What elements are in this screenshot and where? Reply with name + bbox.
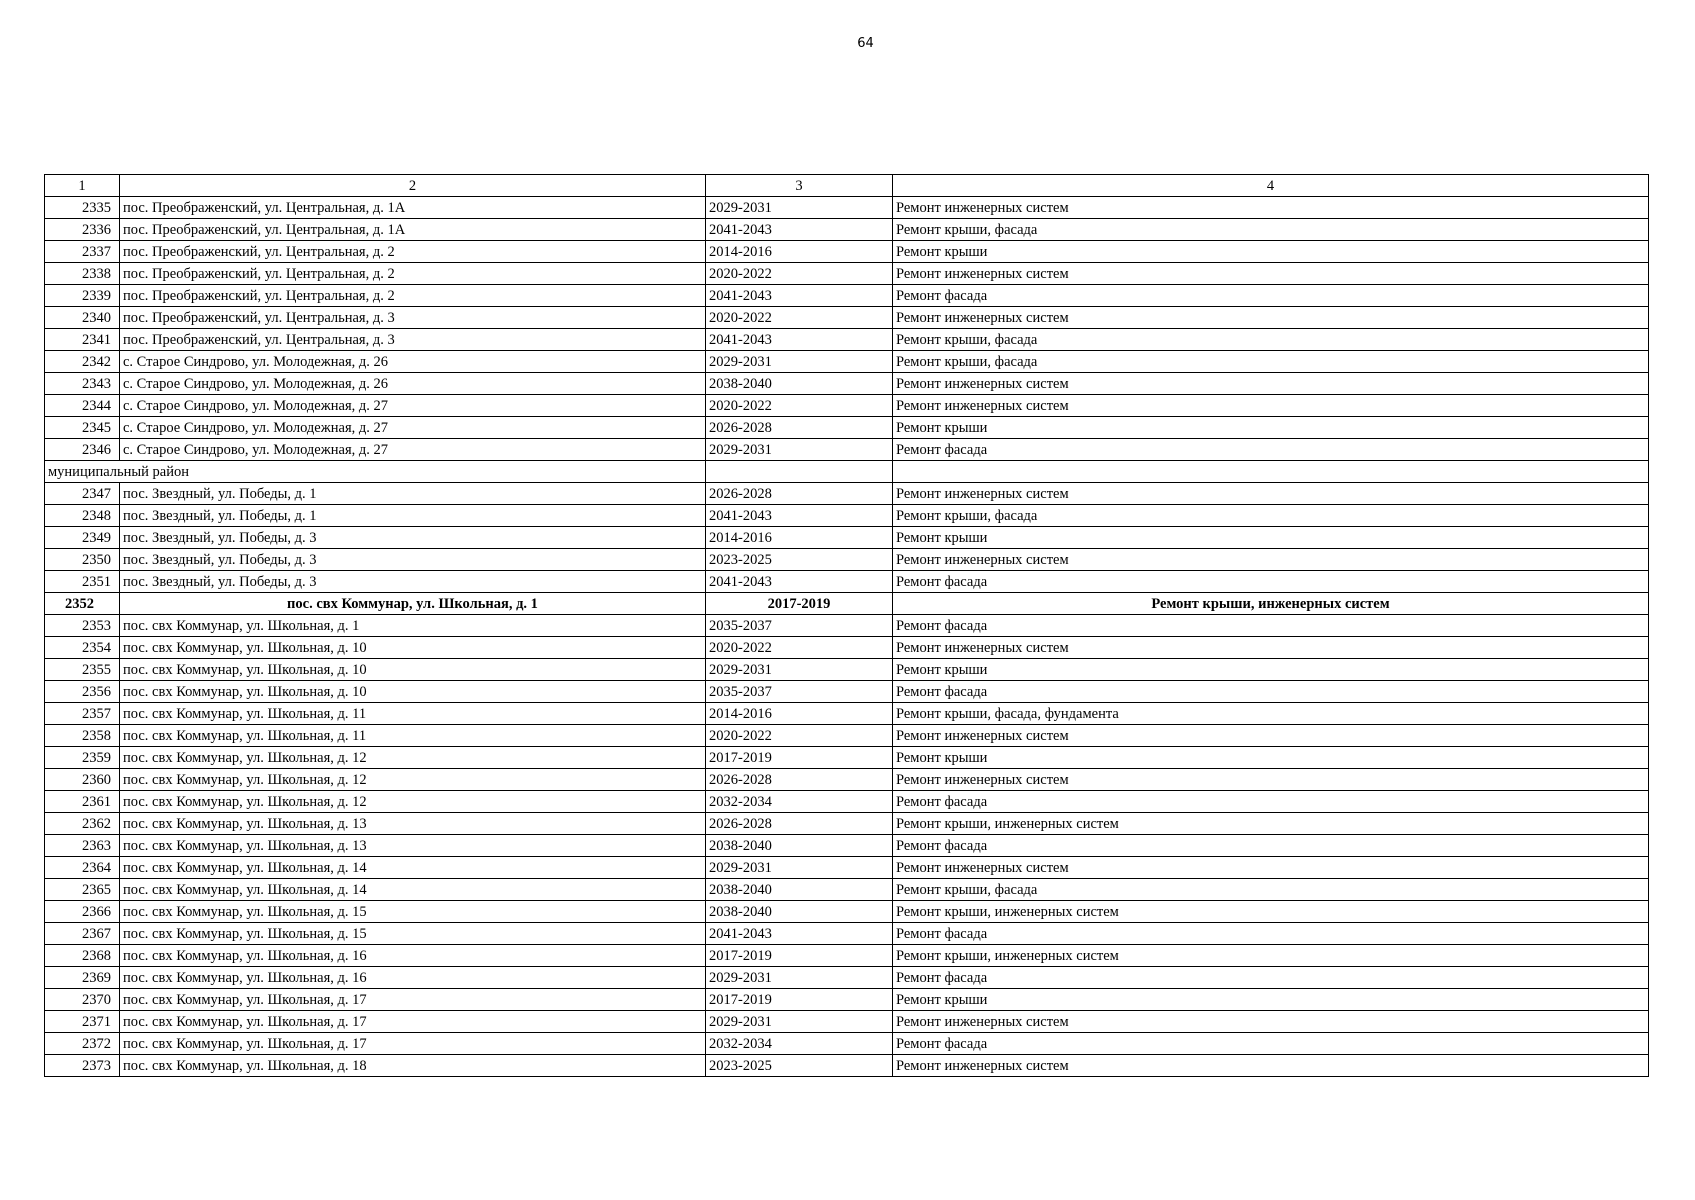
work-type-cell: Ремонт инженерных систем	[893, 769, 1649, 791]
address-cell: пос. свх Коммунар, ул. Школьная, д. 17	[120, 1033, 706, 1055]
page-number: 64	[857, 36, 874, 51]
address-cell: пос. свх Коммунар, ул. Школьная, д. 15	[120, 923, 706, 945]
row-number: 2336	[45, 219, 120, 241]
work-type-cell: Ремонт крыши	[893, 989, 1649, 1011]
work-type-cell: Ремонт фасада	[893, 1033, 1649, 1055]
address-cell: пос. Звездный, ул. Победы, д. 3	[120, 571, 706, 593]
table-row	[45, 901, 1649, 923]
row-number: 2367	[45, 923, 120, 945]
address-cell: пос. Преображенский, ул. Центральная, д. 1А	[120, 197, 706, 219]
row-number: 2346	[45, 439, 120, 461]
period-cell: 2014-2016	[706, 241, 893, 263]
address-cell: с. Старое Синдрово, ул. Молодежная, д. 27	[120, 417, 706, 439]
work-type-cell: Ремонт крыши, фасада, фундамента	[893, 703, 1649, 725]
address-cell: пос. свх Коммунар, ул. Школьная, д. 1	[120, 615, 706, 637]
row-number: 2360	[45, 769, 120, 791]
address-cell: пос. свх Коммунар, ул. Школьная, д. 15	[120, 901, 706, 923]
work-type-cell: Ремонт крыши, инженерных систем	[893, 945, 1649, 967]
work-type-cell: Ремонт фасада	[893, 967, 1649, 989]
table-row	[45, 835, 1649, 857]
period-cell: 2029-2031	[706, 857, 893, 879]
work-type-cell: Ремонт фасада	[893, 835, 1649, 857]
table-row	[45, 1055, 1649, 1077]
table-row	[45, 527, 1649, 549]
work-type-cell: Ремонт крыши	[893, 659, 1649, 681]
row-number: 2373	[45, 1055, 120, 1077]
address-cell: пос. свх Коммунар, ул. Школьная, д. 13	[120, 813, 706, 835]
row-number: 2340	[45, 307, 120, 329]
address-cell: пос. Звездный, ул. Победы, д. 3	[120, 549, 706, 571]
period-cell: 2038-2040	[706, 901, 893, 923]
address-cell: с. Старое Синдрово, ул. Молодежная, д. 27	[120, 439, 706, 461]
work-type-cell: Ремонт инженерных систем	[893, 1011, 1649, 1033]
row-number: 2364	[45, 857, 120, 879]
work-type-cell: Ремонт фасада	[893, 923, 1649, 945]
row-number: 2368	[45, 945, 120, 967]
period-cell: 2029-2031	[706, 197, 893, 219]
work-type-cell: Ремонт фасада	[893, 615, 1649, 637]
address-cell: пос. свх Коммунар, ул. Школьная, д. 11	[120, 725, 706, 747]
period-cell: 2035-2037	[706, 615, 893, 637]
row-number: 2342	[45, 351, 120, 373]
row-number: 2341	[45, 329, 120, 351]
period-cell: 2023-2025	[706, 549, 893, 571]
work-type-cell: Ремонт крыши	[893, 241, 1649, 263]
work-type-cell: Ремонт крыши, инженерных систем	[893, 593, 1649, 615]
row-number: 2366	[45, 901, 120, 923]
address-cell: пос. Преображенский, ул. Центральная, д. 2	[120, 263, 706, 285]
period-cell: 2020-2022	[706, 307, 893, 329]
work-type-cell: Ремонт крыши	[893, 527, 1649, 549]
work-type-cell: Ремонт крыши	[893, 747, 1649, 769]
period-cell: 2020-2022	[706, 637, 893, 659]
table-row	[45, 417, 1649, 439]
row-number: 2359	[45, 747, 120, 769]
work-type-cell: Ремонт инженерных систем	[893, 483, 1649, 505]
table-row	[45, 505, 1649, 527]
period-cell: 2020-2022	[706, 395, 893, 417]
row-number: 2353	[45, 615, 120, 637]
row-number: 2358	[45, 725, 120, 747]
period-cell: 2041-2043	[706, 329, 893, 351]
work-type-cell: Ремонт крыши, фасада	[893, 505, 1649, 527]
work-type-cell: Ремонт инженерных систем	[893, 197, 1649, 219]
work-type-cell: Ремонт крыши, фасада	[893, 351, 1649, 373]
period-cell: 2023-2025	[706, 1055, 893, 1077]
period-cell: 2014-2016	[706, 527, 893, 549]
table-row	[45, 263, 1649, 285]
period-cell: 2017-2019	[706, 747, 893, 769]
table-row	[45, 351, 1649, 373]
work-type-cell: Ремонт крыши	[893, 417, 1649, 439]
address-cell: пос. Звездный, ул. Победы, д. 3	[120, 527, 706, 549]
period-cell: 2017-2019	[706, 945, 893, 967]
work-type-cell: Ремонт фасада	[893, 439, 1649, 461]
work-type-cell: Ремонт инженерных систем	[893, 1055, 1649, 1077]
work-type-cell: Ремонт фасада	[893, 791, 1649, 813]
row-number: 2348	[45, 505, 120, 527]
period-cell: 2026-2028	[706, 417, 893, 439]
address-cell: пос. Преображенский, ул. Центральная, д. 3	[120, 307, 706, 329]
table-row	[45, 483, 1649, 505]
table-row	[45, 681, 1649, 703]
table-row	[45, 219, 1649, 241]
period-cell: 2038-2040	[706, 373, 893, 395]
table-row	[45, 395, 1649, 417]
work-type-cell: Ремонт крыши, инженерных систем	[893, 901, 1649, 923]
period-cell: 2041-2043	[706, 285, 893, 307]
table-row	[45, 549, 1649, 571]
row-number: 2365	[45, 879, 120, 901]
column-header-2: 2	[120, 175, 706, 197]
row-number: 2355	[45, 659, 120, 681]
table-row	[45, 439, 1649, 461]
column-header-1: 1	[45, 175, 120, 197]
address-cell: пос. свх Коммунар, ул. Школьная, д. 17	[120, 1011, 706, 1033]
period-cell: 2017-2019	[706, 989, 893, 1011]
period-cell: 2041-2043	[706, 923, 893, 945]
table-row	[45, 329, 1649, 351]
work-type-cell: Ремонт фасада	[893, 681, 1649, 703]
period-cell: 2038-2040	[706, 835, 893, 857]
period-cell: 2035-2037	[706, 681, 893, 703]
address-cell: пос. свх Коммунар, ул. Школьная, д. 10	[120, 681, 706, 703]
table-row	[45, 769, 1649, 791]
row-number: 2338	[45, 263, 120, 285]
row-number: 2343	[45, 373, 120, 395]
period-cell: 2038-2040	[706, 879, 893, 901]
address-cell: пос. Звездный, ул. Победы, д. 1	[120, 483, 706, 505]
row-number: 2344	[45, 395, 120, 417]
work-type-cell: Ремонт инженерных систем	[893, 395, 1649, 417]
row-number: 2357	[45, 703, 120, 725]
table-row	[45, 197, 1649, 219]
table-row	[45, 571, 1649, 593]
row-number: 2363	[45, 835, 120, 857]
period-cell: 2041-2043	[706, 219, 893, 241]
section-row	[45, 461, 1649, 483]
work-type-cell: Ремонт инженерных систем	[893, 549, 1649, 571]
row-number: 2350	[45, 549, 120, 571]
table-row	[45, 879, 1649, 901]
work-type-cell: Ремонт инженерных систем	[893, 637, 1649, 659]
row-number: 2352	[45, 593, 120, 615]
row-number: 2351	[45, 571, 120, 593]
row-number: 2369	[45, 967, 120, 989]
address-cell: пос. свх Коммунар, ул. Школьная, д. 12	[120, 791, 706, 813]
table-row	[45, 593, 1649, 615]
work-type-cell: Ремонт крыши, фасада	[893, 329, 1649, 351]
address-cell: пос. Преображенский, ул. Центральная, д. 2	[120, 285, 706, 307]
table-row	[45, 857, 1649, 879]
row-number: 2356	[45, 681, 120, 703]
period-cell: 2020-2022	[706, 725, 893, 747]
row-number: 2337	[45, 241, 120, 263]
address-cell: пос. Преображенский, ул. Центральная, д. 3	[120, 329, 706, 351]
row-number: 2347	[45, 483, 120, 505]
period-cell: 2029-2031	[706, 659, 893, 681]
row-number: 2354	[45, 637, 120, 659]
table-row	[45, 659, 1649, 681]
table-row	[45, 373, 1649, 395]
table-row	[45, 791, 1649, 813]
address-cell: с. Старое Синдрово, ул. Молодежная, д. 27	[120, 395, 706, 417]
work-type-cell: Ремонт крыши, фасада	[893, 219, 1649, 241]
column-header-3: 3	[706, 175, 893, 197]
table-row	[45, 989, 1649, 1011]
address-cell: с. Старое Синдрово, ул. Молодежная, д. 26	[120, 373, 706, 395]
period-cell: 2029-2031	[706, 351, 893, 373]
period-cell: 2017-2019	[706, 593, 893, 615]
period-cell: 2041-2043	[706, 571, 893, 593]
period-cell: 2020-2022	[706, 263, 893, 285]
row-number: 2371	[45, 1011, 120, 1033]
section-label: муниципальный район	[45, 461, 706, 483]
address-cell: пос. свх Коммунар, ул. Школьная, д. 11	[120, 703, 706, 725]
row-number: 2349	[45, 527, 120, 549]
address-cell: пос. свх Коммунар, ул. Школьная, д. 14	[120, 857, 706, 879]
address-cell: пос. свх Коммунар, ул. Школьная, д. 12	[120, 747, 706, 769]
row-number: 2372	[45, 1033, 120, 1055]
address-cell: пос. Звездный, ул. Победы, д. 1	[120, 505, 706, 527]
address-cell: пос. Преображенский, ул. Центральная, д. 2	[120, 241, 706, 263]
table-row	[45, 637, 1649, 659]
row-number: 2339	[45, 285, 120, 307]
table-row	[45, 725, 1649, 747]
address-cell: пос. свх Коммунар, ул. Школьная, д. 10	[120, 637, 706, 659]
row-number: 2345	[45, 417, 120, 439]
work-type-cell: Ремонт фасада	[893, 285, 1649, 307]
table-row	[45, 813, 1649, 835]
period-cell: 2026-2028	[706, 813, 893, 835]
empty-cell	[706, 461, 893, 483]
period-cell: 2029-2031	[706, 1011, 893, 1033]
table-row	[45, 615, 1649, 637]
table-row	[45, 703, 1649, 725]
row-number: 2335	[45, 197, 120, 219]
empty-cell	[893, 461, 1649, 483]
address-cell: пос. свх Коммунар, ул. Школьная, д. 13	[120, 835, 706, 857]
work-type-cell: Ремонт крыши, фасада	[893, 879, 1649, 901]
address-cell: пос. свх Коммунар, ул. Школьная, д. 18	[120, 1055, 706, 1077]
address-cell: пос. свх Коммунар, ул. Школьная, д. 14	[120, 879, 706, 901]
work-type-cell: Ремонт крыши, инженерных систем	[893, 813, 1649, 835]
row-number: 2370	[45, 989, 120, 1011]
period-cell: 2014-2016	[706, 703, 893, 725]
address-cell: пос. Преображенский, ул. Центральная, д. 1А	[120, 219, 706, 241]
table-row	[45, 1033, 1649, 1055]
address-cell: с. Старое Синдрово, ул. Молодежная, д. 26	[120, 351, 706, 373]
repair-schedule-table	[44, 174, 1649, 1077]
period-cell: 2032-2034	[706, 1033, 893, 1055]
address-cell: пос. свх Коммунар, ул. Школьная, д. 1	[120, 593, 706, 615]
period-cell: 2026-2028	[706, 769, 893, 791]
table-row	[45, 967, 1649, 989]
column-header-4: 4	[893, 175, 1649, 197]
work-type-cell: Ремонт фасада	[893, 571, 1649, 593]
period-cell: 2041-2043	[706, 505, 893, 527]
work-type-cell: Ремонт инженерных систем	[893, 263, 1649, 285]
table-row	[45, 945, 1649, 967]
table-row	[45, 923, 1649, 945]
address-cell: пос. свх Коммунар, ул. Школьная, д. 10	[120, 659, 706, 681]
table-row	[45, 241, 1649, 263]
row-number: 2361	[45, 791, 120, 813]
address-cell: пос. свх Коммунар, ул. Школьная, д. 16	[120, 967, 706, 989]
table-row	[45, 747, 1649, 769]
work-type-cell: Ремонт инженерных систем	[893, 725, 1649, 747]
period-cell: 2026-2028	[706, 483, 893, 505]
period-cell: 2029-2031	[706, 439, 893, 461]
work-type-cell: Ремонт инженерных систем	[893, 373, 1649, 395]
table-row	[45, 285, 1649, 307]
period-cell: 2029-2031	[706, 967, 893, 989]
address-cell: пос. свх Коммунар, ул. Школьная, д. 17	[120, 989, 706, 1011]
table-row	[45, 1011, 1649, 1033]
address-cell: пос. свх Коммунар, ул. Школьная, д. 16	[120, 945, 706, 967]
column-header-row	[45, 175, 1649, 197]
address-cell: пос. свх Коммунар, ул. Школьная, д. 12	[120, 769, 706, 791]
work-type-cell: Ремонт инженерных систем	[893, 857, 1649, 879]
work-type-cell: Ремонт инженерных систем	[893, 307, 1649, 329]
row-number: 2362	[45, 813, 120, 835]
period-cell: 2032-2034	[706, 791, 893, 813]
table-row	[45, 307, 1649, 329]
